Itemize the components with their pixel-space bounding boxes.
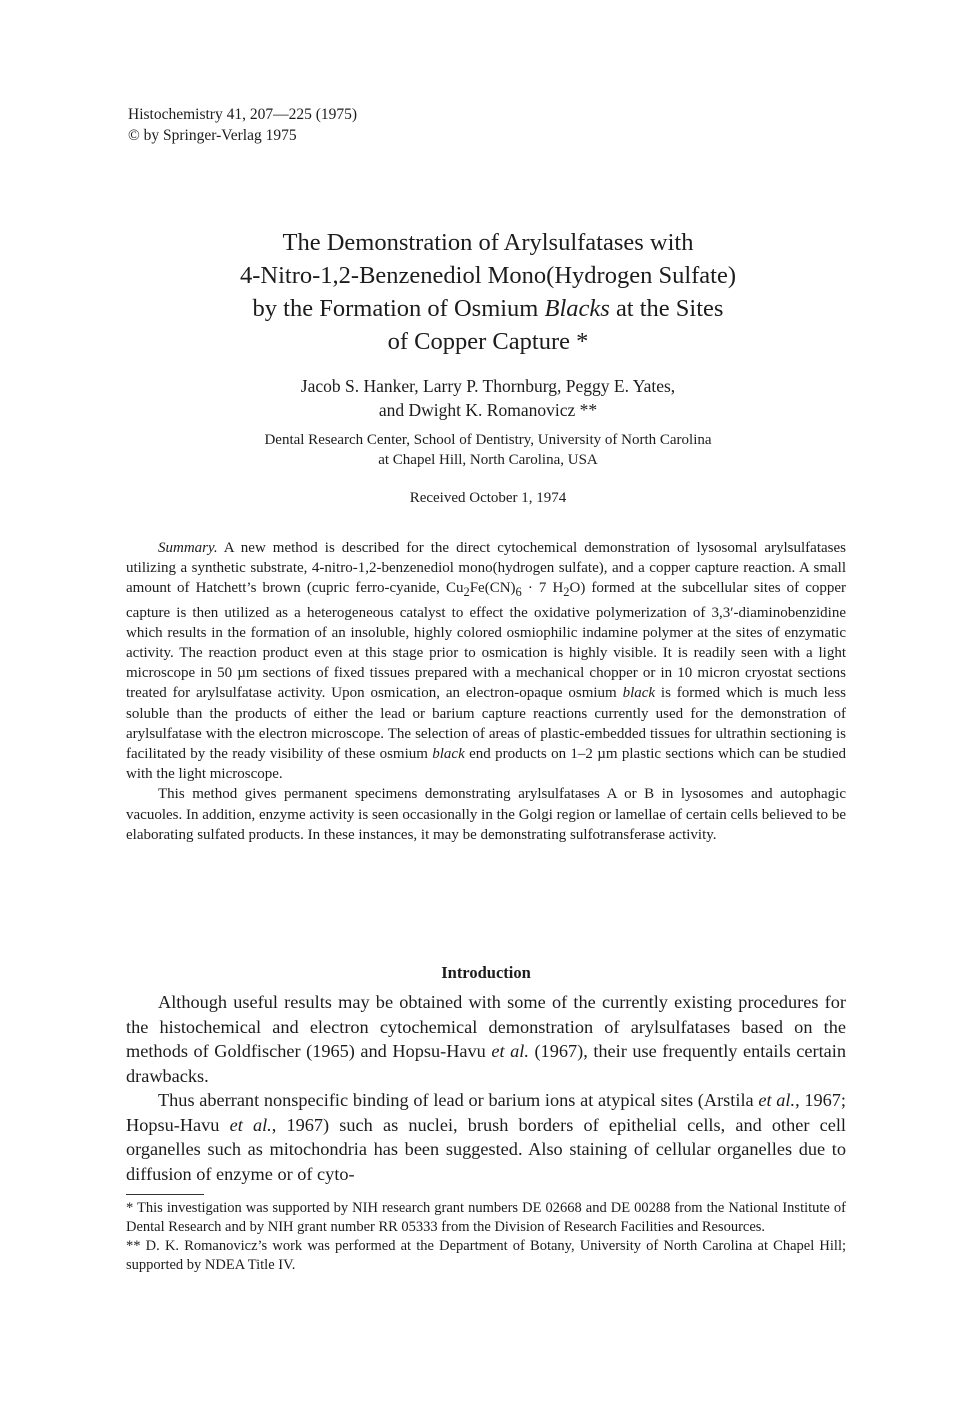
- footnote-divider: [126, 1194, 204, 1195]
- affiliation-line-2: at Chapel Hill, North Carolina, USA: [378, 452, 598, 468]
- affiliation-line-1: Dental Research Center, School of Dentistry, University of North Carolina: [264, 432, 712, 448]
- summary-label: Summary.: [158, 540, 218, 556]
- journal-header: [128, 104, 357, 146]
- intro-paragraph-1: Although useful results may be obtained with some of the currently existing procedures for the histochemical and electron cytochemical demonstration of arylsulfatases based on the methods of Goldfischer (1965) and Hopsu-Havu et al. (1967), their use frequently entails certain drawbacks.: [126, 992, 846, 1086]
- abstract-paragraph-1: Summary. A new method is described for the direct cytochemical demonstration of lysosomal arylsulfatases utilizing a synthetic substrate, 4-nitro-1,2-benzenediol mono(hydrogen sulfate), and a copper capture reaction. A small amount of Hatchett’s brown (cupric ferro-cyanide, $Cu_2Fe(CN)_6 \cdot 7$ $H_2O$) formed at the subcellular sites of copper capture is then utilized as a heterogeneous catalyst to effect the oxidative polymerization of 3,3′-diaminobenzidine which results in the formation of an insoluble, highly colored osmiophilic indamine polymer at the sites of enzymatic activity. The reaction product even at this stage prior to osmication is highly visible. It is readily seen with a light microscope in 50 µm sections of fixed tissues prepared with a mechanical chopper or in 10 micron cryostat sections treated for arylsulfatase activity. Upon osmication, an electron-opaque osmium black is formed which is much less soluble than the products of either the lead or barium capture reactions currently used for the demonstration of arylsulfatase with the electron microscope. The selection of areas of plastic-embedded tissues for ultrathin sectioning is facilitated by the ready visibility of these osmium black end products on 1–2 µm plastic sections which can be studied with the light microscope.: [126, 540, 847, 783]
- title-line-3: by the Formation of Osmium Blacks at the Sites: [252, 295, 724, 322]
- authors-line-1: Jacob S. Hanker, Larry P. Thornburg, Peggy E. Yates,: [300, 376, 676, 396]
- footnotes: [126, 1199, 846, 1275]
- affiliation: [150, 430, 826, 470]
- abstract: [126, 538, 846, 845]
- footnote-1: * This investigation was supported by NIH research grant numbers DE 02668 and DE 00288 from the National Institute of Dental Research and by NIH grant number RR 05333 from the Division of Research Facilities and Resources.: [126, 1200, 846, 1235]
- copyright-line: © by Springer-Verlag 1975: [128, 127, 297, 144]
- title-line-1: The Demonstration of Arylsulfatases with: [282, 229, 694, 256]
- intro-paragraph-2: Thus aberrant nonspecific binding of lead or barium ions at atypical sites (Arstila et al., 1967; Hopsu-Havu et al., 1967) such as nuclei, brush borders of epithelial cells, and other cell organelles such as mitochondria has been suggested. Also staining of cellular organelles due to diffusion of enzyme or of cyto-: [126, 1090, 847, 1184]
- title-emphasis: Blacks: [544, 295, 610, 322]
- title-line-4: of Copper Capture *: [387, 328, 589, 355]
- section-heading-introduction: Introduction: [441, 963, 531, 982]
- footnote-2: ** D. K. Romanovicz’s work was performed at the Department of Botany, University of North Carolina at Chapel Hill; supported by NDEA Title IV.: [126, 1238, 846, 1273]
- author-list: [150, 374, 826, 422]
- introduction-body: [126, 990, 846, 1186]
- journal-citation: Histochemistry 41, 207—225 (1975): [128, 106, 358, 123]
- authors-line-2: and Dwight K. Romanovicz **: [378, 400, 598, 420]
- received-date: Received October 1, 1974: [409, 490, 567, 506]
- abstract-paragraph-2: This method gives permanent specimens demonstrating arylsulfatases A or B in lysosomes and autophagic vacuoles. In addition, enzyme activity is seen occasionally in the Golgi region or lamellae of certain cells believed to be elaborating sulfated products. In these instances, it may be demonstrating sulfotransferase activity.: [126, 786, 846, 843]
- article-title: [150, 226, 826, 358]
- title-line-2: 4-Nitro-1,2-Benzenediol Mono(Hydrogen Sulfate): [240, 262, 736, 289]
